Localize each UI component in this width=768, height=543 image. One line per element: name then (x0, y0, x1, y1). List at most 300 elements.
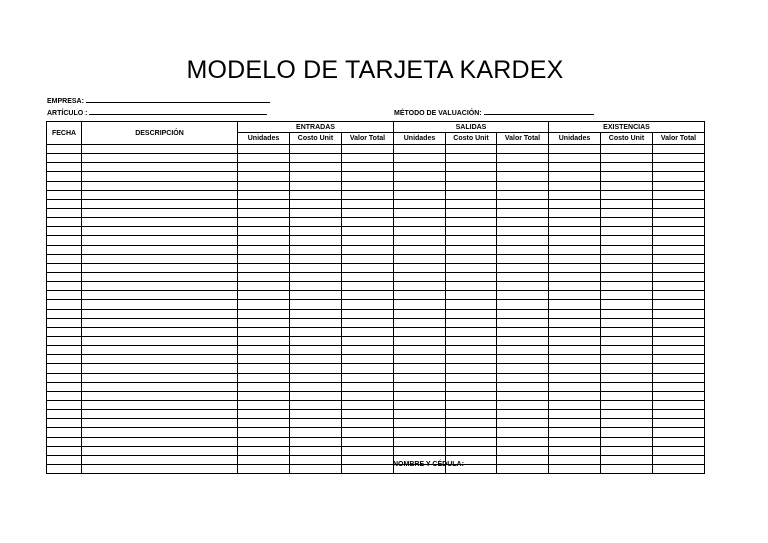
table-cell[interactable] (549, 190, 601, 199)
table-cell[interactable] (290, 391, 342, 400)
table-cell[interactable] (290, 218, 342, 227)
table-cell[interactable] (290, 309, 342, 318)
table-cell[interactable] (549, 428, 601, 437)
table-cell[interactable] (497, 336, 549, 345)
table-cell[interactable] (394, 428, 446, 437)
table-cell[interactable] (47, 318, 82, 327)
table-cell[interactable] (549, 154, 601, 163)
table-cell[interactable] (238, 391, 290, 400)
table-cell[interactable] (601, 172, 653, 181)
table-cell[interactable] (394, 254, 446, 263)
table-cell[interactable] (394, 227, 446, 236)
table-cell[interactable] (653, 181, 705, 190)
table-cell[interactable] (47, 336, 82, 345)
table-cell[interactable] (47, 154, 82, 163)
table-cell[interactable] (549, 272, 601, 281)
table-cell[interactable] (82, 236, 238, 245)
table-cell[interactable] (446, 410, 497, 419)
table-cell[interactable] (290, 300, 342, 309)
table-cell[interactable] (653, 145, 705, 154)
table-cell[interactable] (497, 355, 549, 364)
table-cell[interactable] (653, 464, 705, 473)
table-cell[interactable] (653, 346, 705, 355)
table-cell[interactable] (342, 446, 394, 455)
table-cell[interactable] (601, 391, 653, 400)
table-cell[interactable] (653, 282, 705, 291)
table-cell[interactable] (601, 437, 653, 446)
table-cell[interactable] (290, 145, 342, 154)
table-cell[interactable] (238, 428, 290, 437)
table-cell[interactable] (342, 419, 394, 428)
table-cell[interactable] (601, 145, 653, 154)
table-cell[interactable] (549, 282, 601, 291)
table-cell[interactable] (549, 419, 601, 428)
table-cell[interactable] (549, 245, 601, 254)
table-cell[interactable] (47, 382, 82, 391)
table-cell[interactable] (549, 437, 601, 446)
table-cell[interactable] (497, 154, 549, 163)
table-cell[interactable] (601, 419, 653, 428)
table-cell[interactable] (82, 464, 238, 473)
table-cell[interactable] (446, 318, 497, 327)
table-cell[interactable] (82, 373, 238, 382)
table-cell[interactable] (290, 364, 342, 373)
table-cell[interactable] (601, 464, 653, 473)
table-cell[interactable] (394, 382, 446, 391)
table-cell[interactable] (394, 355, 446, 364)
table-cell[interactable] (394, 400, 446, 409)
table-cell[interactable] (394, 272, 446, 281)
table-cell[interactable] (238, 419, 290, 428)
table-cell[interactable] (497, 446, 549, 455)
table-cell[interactable] (497, 163, 549, 172)
table-cell[interactable] (653, 382, 705, 391)
table-cell[interactable] (549, 145, 601, 154)
table-cell[interactable] (601, 410, 653, 419)
table-cell[interactable] (601, 400, 653, 409)
table-cell[interactable] (47, 245, 82, 254)
table-cell[interactable] (653, 218, 705, 227)
table-cell[interactable] (82, 263, 238, 272)
table-cell[interactable] (238, 410, 290, 419)
table-cell[interactable] (238, 254, 290, 263)
table-cell[interactable] (342, 346, 394, 355)
table-cell[interactable] (290, 400, 342, 409)
table-cell[interactable] (497, 208, 549, 217)
table-cell[interactable] (82, 163, 238, 172)
table-cell[interactable] (82, 410, 238, 419)
table-cell[interactable] (342, 355, 394, 364)
table-cell[interactable] (653, 272, 705, 281)
table-cell[interactable] (290, 199, 342, 208)
table-cell[interactable] (290, 355, 342, 364)
table-cell[interactable] (446, 218, 497, 227)
table-cell[interactable] (238, 382, 290, 391)
table-cell[interactable] (238, 355, 290, 364)
table-cell[interactable] (497, 218, 549, 227)
table-cell[interactable] (238, 373, 290, 382)
table-cell[interactable] (601, 263, 653, 272)
table-cell[interactable] (394, 236, 446, 245)
table-cell[interactable] (238, 309, 290, 318)
table-cell[interactable] (446, 236, 497, 245)
table-cell[interactable] (290, 236, 342, 245)
table-cell[interactable] (446, 272, 497, 281)
table-cell[interactable] (446, 227, 497, 236)
table-cell[interactable] (497, 373, 549, 382)
table-cell[interactable] (394, 346, 446, 355)
table-cell[interactable] (342, 145, 394, 154)
table-cell[interactable] (238, 263, 290, 272)
table-cell[interactable] (290, 190, 342, 199)
table-cell[interactable] (446, 419, 497, 428)
table-cell[interactable] (446, 245, 497, 254)
table-cell[interactable] (446, 400, 497, 409)
table-cell[interactable] (290, 336, 342, 345)
table-cell[interactable] (47, 346, 82, 355)
table-cell[interactable] (653, 455, 705, 464)
table-cell[interactable] (601, 355, 653, 364)
table-cell[interactable] (446, 373, 497, 382)
table-cell[interactable] (653, 172, 705, 181)
table-cell[interactable] (549, 254, 601, 263)
table-cell[interactable] (342, 382, 394, 391)
table-cell[interactable] (290, 282, 342, 291)
table-cell[interactable] (47, 419, 82, 428)
table-cell[interactable] (446, 181, 497, 190)
table-cell[interactable] (446, 382, 497, 391)
table-cell[interactable] (394, 300, 446, 309)
table-cell[interactable] (497, 199, 549, 208)
table-cell[interactable] (653, 410, 705, 419)
table-cell[interactable] (290, 428, 342, 437)
table-cell[interactable] (601, 364, 653, 373)
table-cell[interactable] (549, 291, 601, 300)
table-cell[interactable] (601, 282, 653, 291)
table-cell[interactable] (653, 163, 705, 172)
table-cell[interactable] (290, 227, 342, 236)
table-cell[interactable] (342, 236, 394, 245)
table-cell[interactable] (653, 419, 705, 428)
articulo-line[interactable] (89, 107, 267, 115)
table-cell[interactable] (601, 236, 653, 245)
table-cell[interactable] (446, 391, 497, 400)
table-cell[interactable] (549, 410, 601, 419)
table-cell[interactable] (290, 172, 342, 181)
table-cell[interactable] (342, 227, 394, 236)
table-cell[interactable] (653, 227, 705, 236)
table-cell[interactable] (238, 272, 290, 281)
table-cell[interactable] (497, 400, 549, 409)
table-cell[interactable] (342, 154, 394, 163)
table-cell[interactable] (653, 254, 705, 263)
table-cell[interactable] (47, 410, 82, 419)
table-cell[interactable] (601, 428, 653, 437)
table-cell[interactable] (653, 327, 705, 336)
table-cell[interactable] (653, 190, 705, 199)
table-cell[interactable] (342, 181, 394, 190)
table-cell[interactable] (497, 391, 549, 400)
table-cell[interactable] (47, 373, 82, 382)
table-cell[interactable] (497, 455, 549, 464)
table-cell[interactable] (653, 437, 705, 446)
table-cell[interactable] (290, 272, 342, 281)
table-cell[interactable] (47, 263, 82, 272)
table-cell[interactable] (394, 208, 446, 217)
table-cell[interactable] (653, 236, 705, 245)
table-cell[interactable] (238, 327, 290, 336)
table-cell[interactable] (653, 364, 705, 373)
table-cell[interactable] (290, 154, 342, 163)
table-cell[interactable] (82, 391, 238, 400)
table-cell[interactable] (394, 245, 446, 254)
table-cell[interactable] (601, 208, 653, 217)
empresa-line[interactable] (86, 95, 270, 103)
table-cell[interactable] (82, 382, 238, 391)
table-cell[interactable] (601, 373, 653, 382)
table-cell[interactable] (653, 428, 705, 437)
table-cell[interactable] (238, 300, 290, 309)
table-cell[interactable] (238, 282, 290, 291)
table-cell[interactable] (653, 199, 705, 208)
table-cell[interactable] (342, 364, 394, 373)
table-cell[interactable] (238, 236, 290, 245)
table-cell[interactable] (549, 400, 601, 409)
table-cell[interactable] (342, 391, 394, 400)
table-cell[interactable] (601, 190, 653, 199)
table-cell[interactable] (238, 190, 290, 199)
table-cell[interactable] (446, 346, 497, 355)
table-cell[interactable] (394, 172, 446, 181)
table-cell[interactable] (394, 309, 446, 318)
table-cell[interactable] (238, 181, 290, 190)
table-cell[interactable] (549, 163, 601, 172)
table-cell[interactable] (238, 400, 290, 409)
table-cell[interactable] (601, 300, 653, 309)
table-cell[interactable] (342, 172, 394, 181)
table-cell[interactable] (342, 218, 394, 227)
table-cell[interactable] (601, 181, 653, 190)
table-cell[interactable] (549, 373, 601, 382)
table-cell[interactable] (47, 272, 82, 281)
table-cell[interactable] (549, 464, 601, 473)
table-cell[interactable] (290, 464, 342, 473)
table-cell[interactable] (290, 263, 342, 272)
table-cell[interactable] (394, 291, 446, 300)
table-cell[interactable] (497, 245, 549, 254)
table-cell[interactable] (446, 300, 497, 309)
table-cell[interactable] (549, 327, 601, 336)
table-cell[interactable] (342, 400, 394, 409)
table-cell[interactable] (497, 410, 549, 419)
table-cell[interactable] (47, 254, 82, 263)
table-cell[interactable] (47, 327, 82, 336)
table-cell[interactable] (47, 236, 82, 245)
table-cell[interactable] (238, 172, 290, 181)
table-cell[interactable] (601, 254, 653, 263)
table-cell[interactable] (549, 199, 601, 208)
table-cell[interactable] (601, 227, 653, 236)
table-cell[interactable] (342, 263, 394, 272)
table-cell[interactable] (446, 336, 497, 345)
table-cell[interactable] (549, 172, 601, 181)
table-cell[interactable] (47, 428, 82, 437)
table-cell[interactable] (497, 300, 549, 309)
table-cell[interactable] (82, 208, 238, 217)
table-cell[interactable] (290, 437, 342, 446)
table-cell[interactable] (549, 309, 601, 318)
table-cell[interactable] (394, 154, 446, 163)
table-cell[interactable] (446, 437, 497, 446)
table-cell[interactable] (82, 446, 238, 455)
table-cell[interactable] (601, 382, 653, 391)
table-cell[interactable] (342, 199, 394, 208)
table-cell[interactable] (601, 336, 653, 345)
table-cell[interactable] (549, 318, 601, 327)
table-cell[interactable] (82, 282, 238, 291)
table-cell[interactable] (446, 145, 497, 154)
table-cell[interactable] (601, 309, 653, 318)
table-cell[interactable] (601, 346, 653, 355)
table-cell[interactable] (290, 382, 342, 391)
table-cell[interactable] (238, 154, 290, 163)
table-cell[interactable] (47, 218, 82, 227)
table-cell[interactable] (82, 254, 238, 263)
table-cell[interactable] (82, 419, 238, 428)
table-cell[interactable] (342, 410, 394, 419)
table-cell[interactable] (47, 282, 82, 291)
table-cell[interactable] (446, 199, 497, 208)
table-cell[interactable] (497, 327, 549, 336)
table-cell[interactable] (549, 382, 601, 391)
table-cell[interactable] (394, 327, 446, 336)
table-cell[interactable] (497, 419, 549, 428)
table-cell[interactable] (82, 318, 238, 327)
table-cell[interactable] (47, 446, 82, 455)
table-cell[interactable] (394, 364, 446, 373)
table-cell[interactable] (290, 163, 342, 172)
table-cell[interactable] (290, 254, 342, 263)
table-cell[interactable] (394, 410, 446, 419)
table-cell[interactable] (394, 437, 446, 446)
table-cell[interactable] (394, 318, 446, 327)
table-cell[interactable] (82, 400, 238, 409)
table-cell[interactable] (238, 245, 290, 254)
table-cell[interactable] (653, 373, 705, 382)
table-cell[interactable] (82, 190, 238, 199)
table-cell[interactable] (601, 245, 653, 254)
table-cell[interactable] (497, 464, 549, 473)
table-cell[interactable] (342, 309, 394, 318)
table-cell[interactable] (290, 245, 342, 254)
table-cell[interactable] (394, 263, 446, 272)
table-cell[interactable] (446, 163, 497, 172)
table-cell[interactable] (82, 428, 238, 437)
table-cell[interactable] (238, 145, 290, 154)
table-cell[interactable] (47, 364, 82, 373)
table-cell[interactable] (497, 227, 549, 236)
table-cell[interactable] (47, 181, 82, 190)
table-cell[interactable] (290, 373, 342, 382)
table-cell[interactable] (342, 318, 394, 327)
table-cell[interactable] (290, 446, 342, 455)
table-cell[interactable] (601, 218, 653, 227)
table-cell[interactable] (549, 364, 601, 373)
table-cell[interactable] (653, 245, 705, 254)
table-cell[interactable] (47, 208, 82, 217)
table-cell[interactable] (497, 437, 549, 446)
table-cell[interactable] (601, 455, 653, 464)
table-cell[interactable] (238, 464, 290, 473)
table-cell[interactable] (47, 455, 82, 464)
table-cell[interactable] (47, 391, 82, 400)
table-cell[interactable] (446, 190, 497, 199)
table-cell[interactable] (342, 464, 394, 473)
table-cell[interactable] (549, 263, 601, 272)
table-cell[interactable] (342, 291, 394, 300)
table-cell[interactable] (446, 254, 497, 263)
table-cell[interactable] (549, 181, 601, 190)
table-cell[interactable] (601, 163, 653, 172)
table-cell[interactable] (446, 208, 497, 217)
table-cell[interactable] (653, 291, 705, 300)
table-cell[interactable] (342, 163, 394, 172)
table-cell[interactable] (238, 364, 290, 373)
table-cell[interactable] (238, 218, 290, 227)
table-cell[interactable] (238, 291, 290, 300)
table-cell[interactable] (238, 208, 290, 217)
table-cell[interactable] (342, 272, 394, 281)
table-cell[interactable] (653, 355, 705, 364)
table-cell[interactable] (47, 190, 82, 199)
table-cell[interactable] (601, 272, 653, 281)
table-cell[interactable] (497, 172, 549, 181)
table-cell[interactable] (290, 318, 342, 327)
table-cell[interactable] (446, 446, 497, 455)
table-cell[interactable] (342, 254, 394, 263)
table-cell[interactable] (342, 455, 394, 464)
table-cell[interactable] (290, 419, 342, 428)
table-cell[interactable] (497, 346, 549, 355)
table-cell[interactable] (290, 346, 342, 355)
table-cell[interactable] (497, 428, 549, 437)
table-cell[interactable] (653, 208, 705, 217)
table-cell[interactable] (290, 208, 342, 217)
table-cell[interactable] (290, 291, 342, 300)
table-cell[interactable] (549, 391, 601, 400)
table-cell[interactable] (82, 145, 238, 154)
table-cell[interactable] (82, 181, 238, 190)
table-cell[interactable] (47, 145, 82, 154)
table-cell[interactable] (394, 373, 446, 382)
table-cell[interactable] (82, 327, 238, 336)
table-cell[interactable] (47, 163, 82, 172)
table-cell[interactable] (47, 309, 82, 318)
table-cell[interactable] (290, 181, 342, 190)
table-cell[interactable] (653, 263, 705, 272)
table-cell[interactable] (446, 428, 497, 437)
table-cell[interactable] (601, 291, 653, 300)
table-cell[interactable] (82, 346, 238, 355)
table-cell[interactable] (82, 245, 238, 254)
table-cell[interactable] (47, 464, 82, 473)
table-cell[interactable] (82, 300, 238, 309)
table-cell[interactable] (549, 236, 601, 245)
table-cell[interactable] (497, 145, 549, 154)
table-cell[interactable] (82, 355, 238, 364)
table-cell[interactable] (446, 154, 497, 163)
table-cell[interactable] (342, 327, 394, 336)
